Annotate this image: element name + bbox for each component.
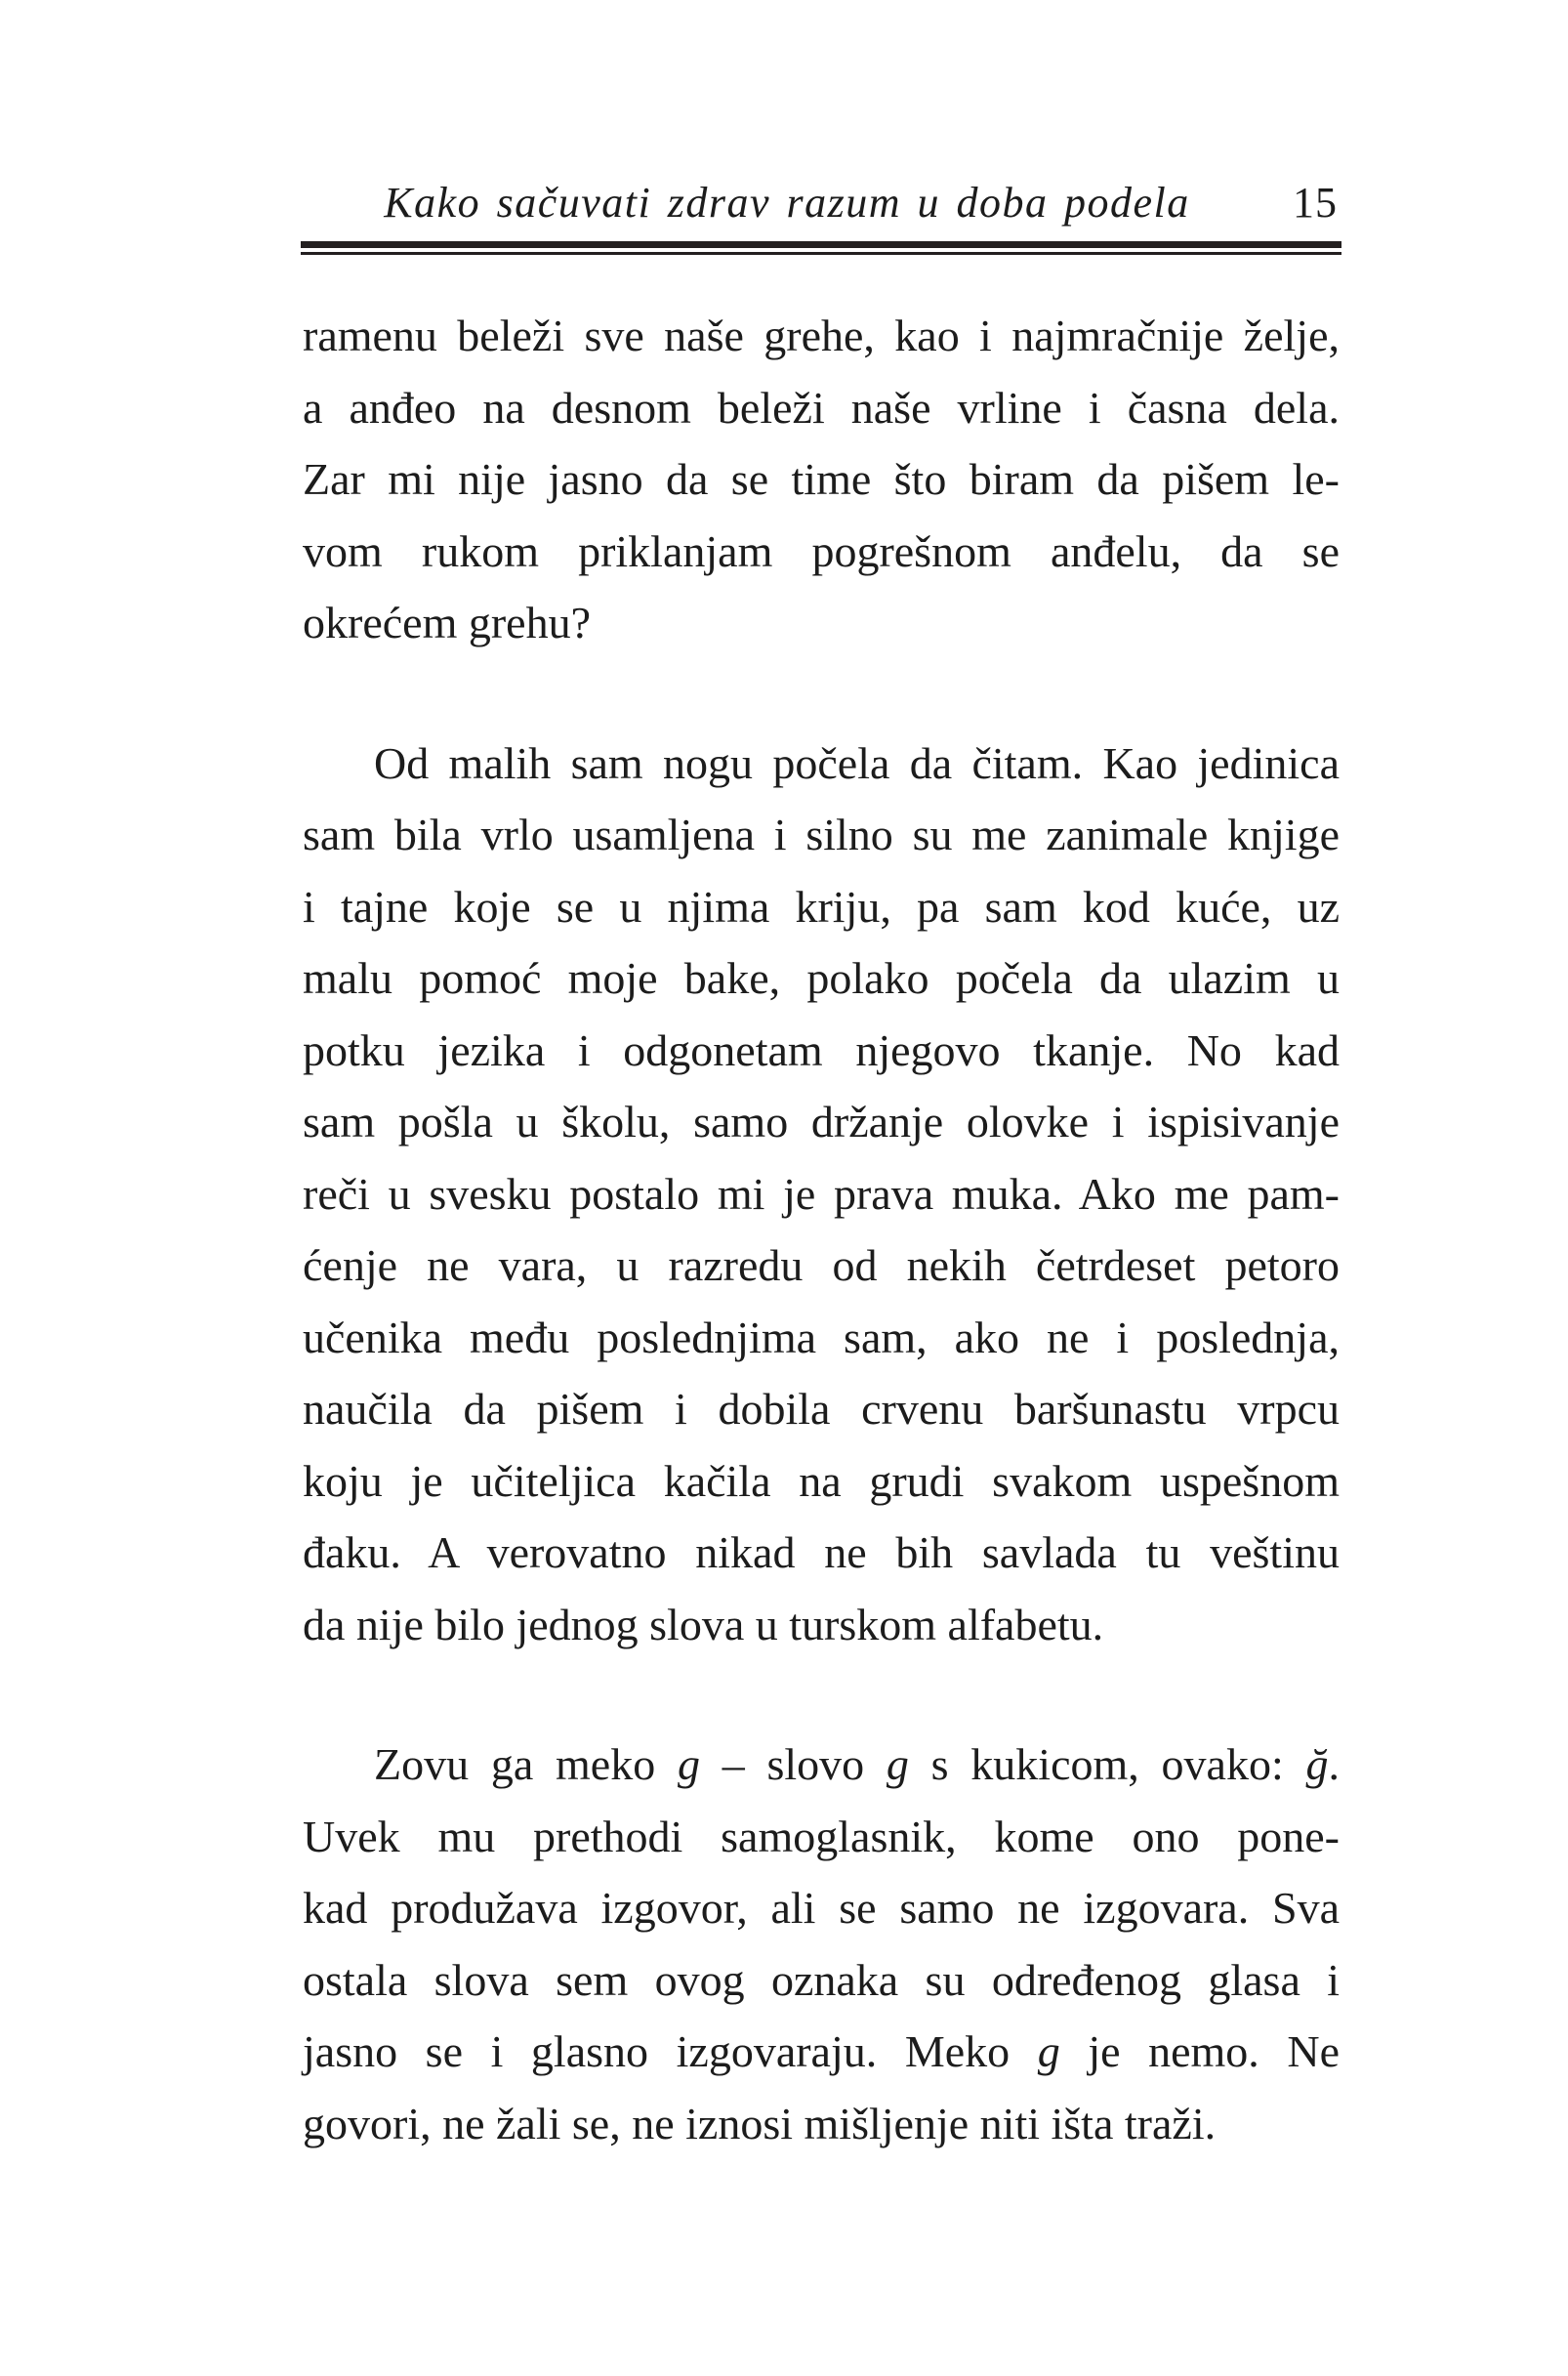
running-head-title: Kako sačuvati zdrav razum u doba podela <box>384 179 1190 227</box>
italic-letter: g <box>1037 2026 1060 2076</box>
text-segment: ćenje ne vara, u razredu od nekih četrdeset petoro <box>303 1240 1340 1290</box>
text-line <box>303 799 1340 871</box>
text-line <box>303 1944 1340 2017</box>
text-segment: okrećem grehu? <box>303 598 592 647</box>
text-line <box>303 516 1340 588</box>
text-segment: a anđeo na desnom beleži naše vrline i časna dela. <box>303 382 1340 433</box>
text-line <box>303 1230 1340 1302</box>
text-segment: potku jezika i odgonetam njegovo tkanje. No kad <box>303 1024 1340 1075</box>
text-segment: koju je učiteljica kačila na grudi svakom uspešnom <box>303 1455 1340 1506</box>
page-body <box>303 300 1340 2159</box>
text-line <box>303 728 1340 800</box>
text-line <box>303 1373 1340 1445</box>
text-line <box>303 1872 1340 1944</box>
text-segment: učenika među poslednjima sam, ako ne i poslednja, <box>303 1312 1340 1362</box>
text-segment: kad produžava izgovor, ali se samo ne izgovara. Sva <box>303 1883 1340 1933</box>
page-number: 15 <box>1293 179 1338 227</box>
text-segment: vom rukom priklanjam pogrešnom anđelu, da se <box>303 525 1340 576</box>
text-segment: malu pomoć moje bake, polako počela da ulazim u <box>303 953 1340 1003</box>
italic-letter: g <box>886 1739 909 1789</box>
header-rule-thin <box>301 252 1341 255</box>
text-line <box>303 1015 1340 1087</box>
text-segment: Zar mi nije jasno da se time što biram da pišem le- <box>303 454 1340 504</box>
text-segment: sam bila vrlo usamljena i silno su me zanimale knjige <box>303 810 1340 859</box>
text-segment: da nije bilo jednog slova u turskom alfabetu. <box>303 1599 1104 1649</box>
text-segment: reči u svesku postalo mi je prava muka. Ako me pam- <box>303 1168 1340 1219</box>
text-segment: i tajne koje se u njima kriju, pa sam kod kuće, uz <box>303 881 1340 932</box>
text-line <box>303 300 1340 372</box>
text-line <box>303 1158 1340 1230</box>
text-segment: Od malih sam nogu počela da čitam. Kao jedinica <box>374 737 1340 788</box>
text-segment: – slovo <box>699 1739 887 1789</box>
text-line <box>303 1589 1340 1661</box>
text-line <box>303 1086 1340 1158</box>
text-segment: Zovu ga meko <box>374 1739 678 1789</box>
text-segment: naučila da pišem i dobila crvenu baršunastu vrpcu <box>303 1384 1340 1434</box>
text-segment: govori, ne žali se, ne iznosi mišljenje niti išta traži. <box>303 2098 1217 2148</box>
paragraph <box>303 1729 1340 2159</box>
text-line <box>303 1801 1340 1873</box>
text-segment: ramenu beleži sve naše grehe, kao i najmračnije želje, <box>303 311 1340 360</box>
text-line <box>303 2016 1340 2088</box>
text-line <box>303 1302 1340 1374</box>
text-segment: Uvek mu prethodi samoglasnik, kome ono pone- <box>303 1811 1340 1861</box>
text-segment: je nemo. Ne <box>1059 2026 1341 2076</box>
text-segment: s kukicom, ovako: <box>908 1739 1306 1789</box>
text-line <box>303 443 1340 516</box>
text-line <box>303 1445 1340 1518</box>
text-segment: sam pošla u školu, samo držanje olovke i ispisivanje <box>303 1097 1340 1146</box>
text-segment: ostala slova sem ovog oznaka su određenog glasa i <box>303 1954 1340 2005</box>
text-line <box>303 942 1340 1015</box>
text-line <box>303 1729 1340 1801</box>
italic-letter: ğ <box>1305 1739 1329 1789</box>
text-segment: jasno se i glasno izgovaraju. Meko <box>303 2026 1038 2076</box>
text-line <box>303 2088 1340 2160</box>
text-line <box>303 587 1340 659</box>
text-line <box>303 1517 1340 1589</box>
text-segment: đaku. A verovatno nikad ne bih savlada tu veštinu <box>303 1527 1340 1577</box>
italic-letter: g <box>677 1739 700 1789</box>
paragraph <box>303 728 1340 1661</box>
running-head <box>303 177 1340 235</box>
text-line <box>303 372 1340 444</box>
paragraph <box>303 300 1340 659</box>
text-line <box>303 871 1340 943</box>
header-rule-thick <box>301 241 1341 248</box>
text-segment: . <box>1328 1739 1340 1789</box>
